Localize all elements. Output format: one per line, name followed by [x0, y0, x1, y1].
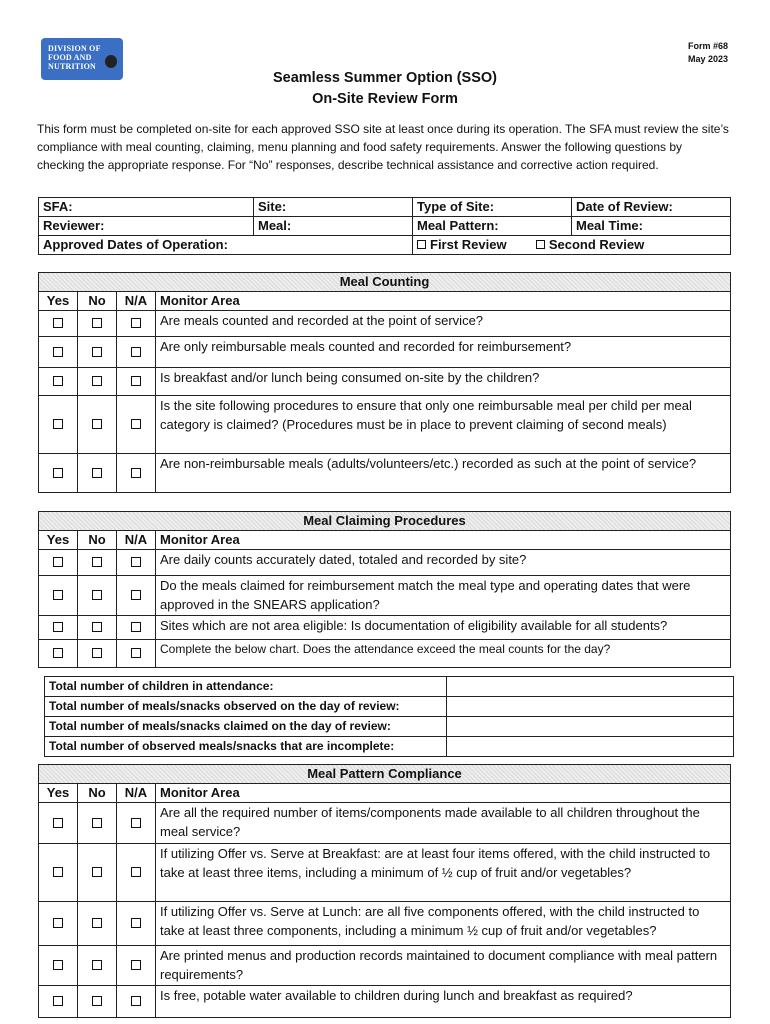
na-checkbox[interactable]: [131, 590, 141, 600]
table-row: [39, 902, 731, 946]
meal-pattern-title: Meal Pattern Compliance: [39, 765, 731, 784]
no-checkbox[interactable]: [92, 867, 102, 877]
no-checkbox[interactable]: [92, 318, 102, 328]
logo-line-3: NUTRITION: [48, 62, 97, 71]
col-yes: Yes: [39, 292, 78, 311]
no-checkbox[interactable]: [92, 622, 102, 632]
second-review-label: Second Review: [548, 237, 645, 252]
meal-counting-title: Meal Counting: [39, 273, 731, 292]
form-number: Form #68: [687, 41, 728, 51]
na-checkbox[interactable]: [131, 867, 141, 877]
col-na: N/A: [117, 531, 156, 550]
totals-label: Total number of observed meals/snacks that are incomplete:: [45, 737, 447, 757]
totals-value-input[interactable]: [447, 737, 734, 757]
na-checkbox[interactable]: [131, 318, 141, 328]
yes-checkbox[interactable]: [53, 468, 63, 478]
na-checkbox[interactable]: [131, 648, 141, 658]
na-checkbox[interactable]: [131, 376, 141, 386]
totals-label: Total number of children in attendance:: [45, 677, 447, 697]
no-checkbox[interactable]: [92, 347, 102, 357]
first-review-label: First Review: [430, 237, 507, 252]
page-subtitle: On-Site Review Form: [312, 91, 458, 107]
no-checkbox[interactable]: [92, 590, 102, 600]
na-checkbox[interactable]: [131, 996, 141, 1006]
reviewer-field[interactable]: Reviewer:: [39, 217, 254, 236]
col-yes: Yes: [39, 531, 78, 550]
totals-value-input[interactable]: [447, 717, 734, 737]
totals-value-input[interactable]: [447, 677, 734, 697]
no-checkbox[interactable]: [92, 557, 102, 567]
first-review-checkbox[interactable]: [417, 240, 426, 249]
table-row: [39, 803, 731, 844]
no-checkbox[interactable]: [92, 960, 102, 970]
question-text: Are all the required number of items/components made available to all children throughout the meal service?: [156, 803, 731, 844]
question-text: Is the site following procedures to ensure that only one reimbursable meal per child per meal category is claimed? (Procedures must be in place to prevent claiming of second meals): [156, 396, 731, 454]
no-checkbox[interactable]: [92, 419, 102, 429]
type-of-site-field[interactable]: Type of Site:: [413, 198, 572, 217]
yes-checkbox[interactable]: [53, 590, 63, 600]
yes-checkbox[interactable]: [53, 918, 63, 928]
approved-dates-field[interactable]: Approved Dates of Operation:: [39, 236, 413, 255]
col-monitor-area: Monitor Area: [156, 784, 731, 803]
question-text: Complete the below chart. Does the attendance exceed the meal counts for the day?: [156, 640, 731, 668]
apple-icon: [105, 55, 117, 68]
table-row: [39, 576, 731, 616]
yes-checkbox[interactable]: [53, 960, 63, 970]
table-row: [39, 550, 731, 576]
table-row: [45, 717, 734, 737]
na-checkbox[interactable]: [131, 818, 141, 828]
no-checkbox[interactable]: [92, 918, 102, 928]
yes-checkbox[interactable]: [53, 419, 63, 429]
col-no: No: [78, 784, 117, 803]
logo-line-2: FOOD AND: [48, 53, 92, 62]
col-monitor-area: Monitor Area: [156, 292, 731, 311]
question-text: Is breakfast and/or lunch being consumed on-site by the children?: [156, 368, 731, 396]
col-monitor-area: Monitor Area: [156, 531, 731, 550]
table-row: [45, 677, 734, 697]
question-text: If utilizing Offer vs. Serve at Breakfast: are at least four items offered, with the child instructed to take at least three items, including a minimum of ½ cup of fruit and/or vegetables?: [156, 844, 731, 902]
table-row: [45, 697, 734, 717]
meal-claiming-table: [38, 511, 731, 668]
na-checkbox[interactable]: [131, 419, 141, 429]
yes-checkbox[interactable]: [53, 648, 63, 658]
question-text: Do the meals claimed for reimbursement match the meal type and operating dates that were approved in the SNEARS application?: [156, 576, 731, 616]
no-checkbox[interactable]: [92, 376, 102, 386]
na-checkbox[interactable]: [131, 468, 141, 478]
table-row: [45, 737, 734, 757]
no-checkbox[interactable]: [92, 818, 102, 828]
table-row: [39, 986, 731, 1018]
totals-label: Total number of meals/snacks claimed on the day of review:: [45, 717, 447, 737]
table-row: [39, 616, 731, 640]
totals-table: [44, 676, 734, 757]
no-checkbox[interactable]: [92, 648, 102, 658]
question-text: Are meals counted and recorded at the point of service?: [156, 311, 731, 337]
table-row: [39, 946, 731, 986]
logo-line-1: DIVISION OF: [48, 44, 101, 53]
form-number-block: [688, 40, 728, 66]
page-title: Seamless Summer Option (SSO): [272, 70, 497, 86]
sfa-field[interactable]: SFA:: [39, 198, 254, 217]
table-row: [39, 844, 731, 902]
question-text: Is free, potable water available to children during lunch and breakfast as required?: [156, 986, 731, 1018]
na-checkbox[interactable]: [131, 557, 141, 567]
question-text: If utilizing Offer vs. Serve at Lunch: are all five components offered, with the child instructed to take at least three components, including a minimum ½ cup of fruit and/or vegetables?: [156, 902, 731, 946]
meal-pattern-table: [38, 764, 731, 1018]
na-checkbox[interactable]: [131, 622, 141, 632]
yes-checkbox[interactable]: [53, 347, 63, 357]
table-row: [39, 337, 731, 368]
totals-value-input[interactable]: [447, 697, 734, 717]
date-of-review-field[interactable]: Date of Review:: [572, 198, 731, 217]
col-na: N/A: [117, 292, 156, 311]
table-row: [39, 396, 731, 454]
review-type-cell: [413, 236, 731, 255]
table-row: [39, 311, 731, 337]
table-row: [39, 640, 731, 668]
na-checkbox[interactable]: [131, 347, 141, 357]
col-na: N/A: [117, 784, 156, 803]
site-field[interactable]: Site:: [254, 198, 413, 217]
na-checkbox[interactable]: [131, 960, 141, 970]
meal-counting-table: [38, 272, 731, 493]
question-text: Are printed menus and production records maintained to document compliance with meal pattern requirements?: [156, 946, 731, 986]
col-yes: Yes: [39, 784, 78, 803]
yes-checkbox[interactable]: [53, 996, 63, 1006]
yes-checkbox[interactable]: [53, 557, 63, 567]
meal-claiming-title: Meal Claiming Procedures: [39, 512, 731, 531]
col-no: No: [78, 292, 117, 311]
no-checkbox[interactable]: [92, 996, 102, 1006]
meal-field[interactable]: Meal:: [254, 217, 413, 236]
na-checkbox[interactable]: [131, 918, 141, 928]
yes-checkbox[interactable]: [53, 376, 63, 386]
yes-checkbox[interactable]: [53, 818, 63, 828]
totals-label: Total number of meals/snacks observed on the day of review:: [45, 697, 447, 717]
no-checkbox[interactable]: [92, 468, 102, 478]
yes-checkbox[interactable]: [53, 867, 63, 877]
col-no: No: [78, 531, 117, 550]
intro-paragraph: This form must be completed on-site for each approved SSO site at least once during its operation. The SFA must review the site’s compliance with meal counting, claiming, menu planning and food safety requirements. Answer the following questions by checking the appropriate response. For “No” responses, describe technical assistance and corrective action required.: [37, 122, 729, 172]
yes-checkbox[interactable]: [53, 318, 63, 328]
yes-checkbox[interactable]: [53, 622, 63, 632]
second-review-checkbox[interactable]: [536, 240, 545, 249]
table-row: [39, 454, 731, 493]
question-text: Sites which are not area eligible: Is documentation of eligibility available for all students?: [156, 616, 731, 640]
meal-time-field[interactable]: Meal Time:: [572, 217, 731, 236]
meal-pattern-field[interactable]: Meal Pattern:: [413, 217, 572, 236]
review-info-table: [38, 197, 731, 255]
question-text: Are only reimbursable meals counted and recorded for reimbursement?: [156, 337, 731, 368]
question-text: Are non-reimbursable meals (adults/volunteers/etc.) recorded as such at the point of service?: [156, 454, 731, 493]
table-row: [39, 368, 731, 396]
form-date: May 2023: [687, 54, 728, 64]
question-text: Are daily counts accurately dated, totaled and recorded by site?: [156, 550, 731, 576]
